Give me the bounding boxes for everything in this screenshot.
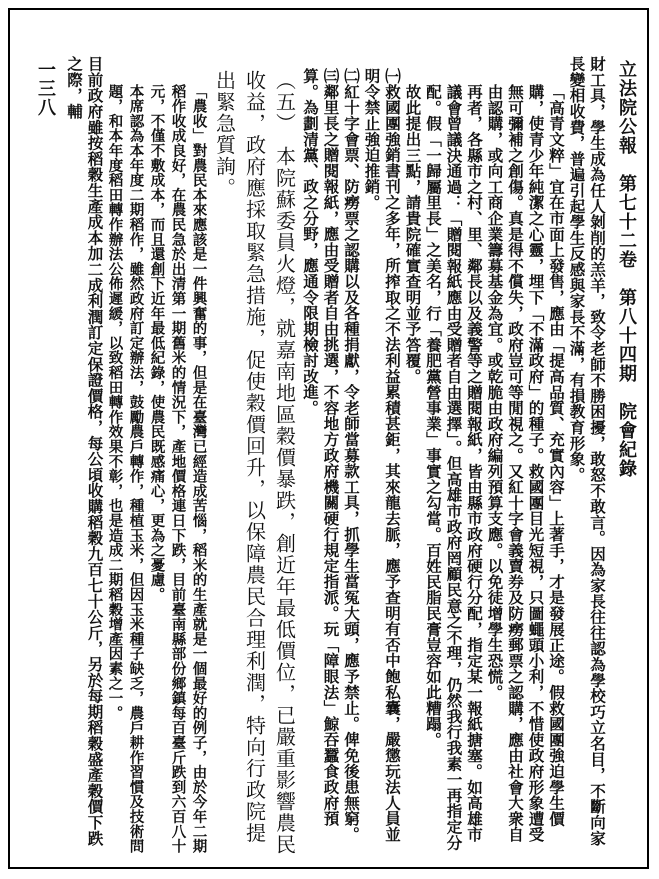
- page-number: 一三八: [35, 60, 56, 117]
- list-item-2: ㈡紅十字會票、防癆票之認購以及各種捐獻，令老師當募款工具，抓學生當冤大頭，應予禁止。俾免後患無窮。: [342, 68, 361, 843]
- paragraph-3: 再者，各縣市之村、里、鄰長以及義警等之贈閱報紙，皆由縣市政府硬行分配，指定某一報紙搪塞。如高雄市議會曾議決通過：「贈閱報紙應由受贈者自由選擇」。但高雄市政府罔顧民意之不理，仍然我行我素一再指定分配。假「一歸屬里長」之美名，行「養肥黨營事業」事實之勾當。百姓民脂民膏豈容如此糟蹋。: [424, 84, 484, 851]
- paragraph-7: 目前政府雖按稻穀生產成本加二成利潤訂定保證價格，每公頃收購稻穀九百七十公斤，另於每期稻穀盛產穀價下跌之際，輔: [65, 56, 105, 846]
- list-item-3: ㈢鄰里長之贈閱報紙，應由受贈者自由挑選，不容地方政府機關硬行規定指派。玩「障眼法」鯨吞蠶食政府預算。為劃清黨、政之分野，應通令限期檢討改進。: [301, 68, 341, 827]
- list-item-1: ㈠救國團強銷書刊之多年，所搾取之不法利益累積甚鉅，其來龍去脈，應予查明有否中飽私囊，嚴懲玩法人員並明令禁止強迫推銷。: [362, 68, 402, 843]
- page-body: [52, 56, 607, 856]
- running-title: 立法院公報 第七十二卷 第八十四期 院會紀錄: [616, 60, 637, 478]
- paragraph-6: 本席認為本年度二期稻作，雖然政府訂定辦法，鼓勵農戶轉作，種植玉米，但因玉米種子缺乏，農戶耕作習慣及技術問題，和本年度稻田轉作辦法公佈遲緩，以致稻田轉作效果不彰，也是造成二期稻穀增產因素之一。: [106, 84, 145, 854]
- paragraph-1: 財工具，學生成為任人剝削的羔羊，致令老師不勝困擾，敢怒不敢言。因為家長往往認為學校巧立名目，不斷向家長變相收費，普遍引起學生反感與家長不滿，有損教育形象。: [567, 56, 607, 846]
- paragraph-5: 「農收」對農民本來應該是一件興奮的事，但是在臺灣已經造成苦惱，稻米的生產就是一個最好的例子，由於今年二期稻作收成良好，在農民急於出清第一期舊米的情況下，產地價格連日下跌，目前臺南縣部份鄉鎮每百臺斤跌到六百八十元，不僅不敷成本，而且還創下近年最低紀錄，使農民既感痛心，更為之憂慮。: [148, 84, 208, 854]
- paragraph-4: 故此提出三點，請貴院確實查明並予答覆。: [403, 84, 423, 385]
- paragraph-2: 「高青文粹」宜在市面上發售，應由「提高品質、充實內容」上著手，才是發展正途。假救國團強迫學生價購，使青少年純潔之心靈，埋下「不滿政府」的種子。救國團目光短視，只圖蠅頭小利，不惜使政府形象遭受無可彌補之創傷。真是得不償失，政府豈可等閒視之。又紅十字會義賣券及防癆郵票之認購，應由社會大衆自由認購，或向工商企業籌募基金為宜。或乾脆由政府編列預算支應。以免徒增學生恐慌。: [485, 84, 566, 843]
- section-five-heading: （五） 本院蘇委員火燈，就嘉南地區穀價暴跌，創近年最低價位，已嚴重影響農民收益，政府應採取緊急措施，促使穀價回升，以保障農民合理利潤，特向行政院提出緊急質詢。: [212, 70, 297, 856]
